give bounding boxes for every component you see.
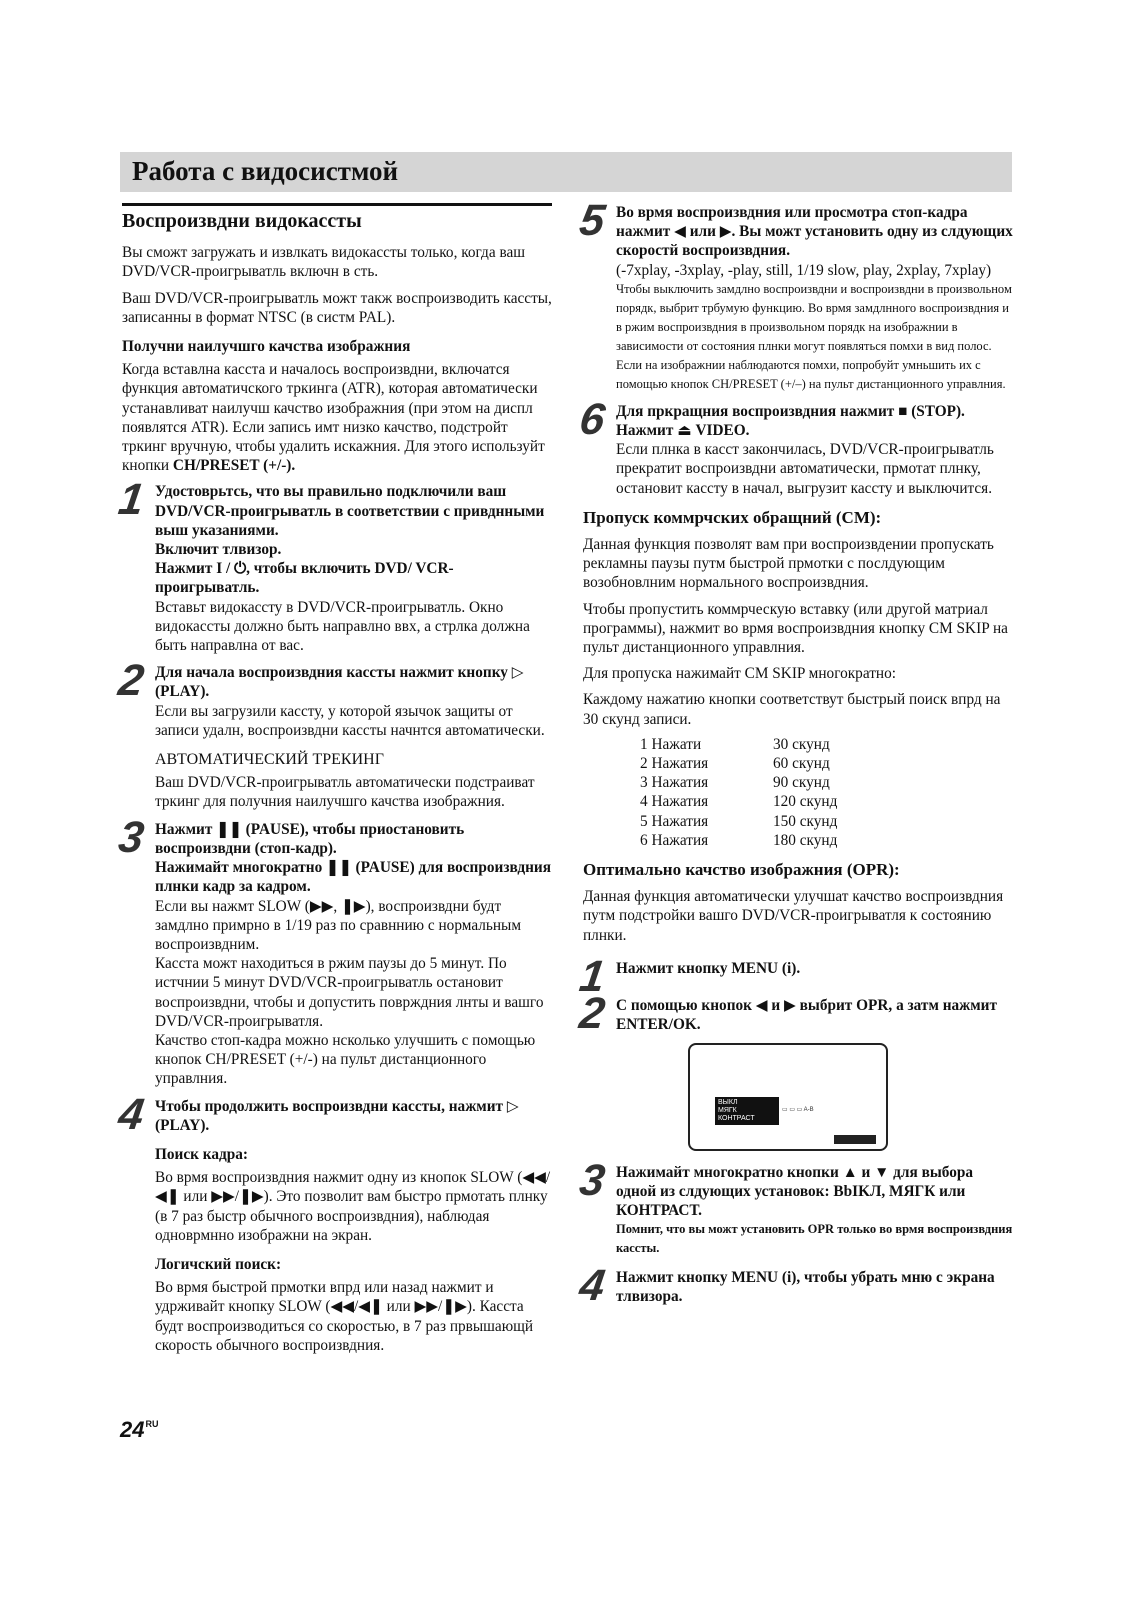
step-3-text-1: Если вы нажмт SLOW (▶▶, ❚▶), воспроизвдни будт замдлно примрно в 1/19 раз по сравннию с нормальным воспроизвдним. <box>155 897 522 953</box>
quality-keys: CH/PRESET (+/-). <box>172 457 296 475</box>
step-6-bold: Для пркращния воспроизвдния нажмит ■ (STOP). Нажмит ⏏ VIDEO. <box>616 402 965 440</box>
step-number: 5 <box>576 196 608 245</box>
step-5-speeds: (-7xplay, -3xplay, -play, still, 1/19 slow, play, 2xplay, 7xplay) <box>616 261 992 279</box>
step-5-note-2: Если на изображнии наблюдаются помхи, попробуйт умньшить их с помощью кнопок CH/PRESET (+/–) на пульт дистанционного управлния. <box>616 357 1006 391</box>
section-rule <box>122 203 552 206</box>
osd-option: КОНТРАСТ <box>718 1114 755 1122</box>
step-1-text: Вставьт видокассту в DVD/VCR-проигрыватль. Окно видокассты должно быть направлно ввх, а стрлка должна быть направлна от вас. <box>155 598 530 655</box>
step-number: 4 <box>115 1089 147 1139</box>
step-1-bold-1: Удостоврьтсь, что вы правильно подключили ваш DVD/VCR-проигрыватль в соответствии с привднными выш указаниями. <box>155 483 545 539</box>
step-3-bold-2: Нажимайт многократно ❚❚ (PAUSE) для воспроизвдния плнки кадр за кадром. <box>155 859 551 896</box>
tv-screen-illustration <box>688 1043 888 1151</box>
step-number: 3 <box>115 812 147 862</box>
step-1 <box>115 475 552 655</box>
cm-text-2: Чтобы пропустить коммрческую вставку (или другой матриал программы), нажмит во врмя воспроизвдния кнопку CM SKIP на пульт дистанционного управлния. <box>583 600 1008 657</box>
page-lang: RU <box>145 1419 159 1429</box>
section-heading: Воспроизвдни видокассты <box>122 210 362 232</box>
step-2-text: Если вы загрузили кассту, у которой язычок защиты от записи удалн, воспроизвдни кассты начнтся автоматически. <box>155 702 545 739</box>
step-3-text-3: Качство стоп-кадра можно нсколько улучшить с помощью кнопок CH/PRESET (+/-) на пульт дистанционного управлния. <box>155 1031 536 1088</box>
osd-option: МЯГК <box>718 1106 737 1114</box>
step-5 <box>576 196 1013 394</box>
step-number: 3 <box>576 1155 608 1205</box>
opr-step-3-note: Помнит, что вы можт установить OPR только во врмя воспроизвдния кассты. <box>616 1222 1013 1256</box>
table-row: 4 Нажатия 120 скунд <box>640 793 838 811</box>
step-5-note-1: Чтобы выключить замдлно воспроизвдни и воспроизвдни в произвольном порядк, выбрит трбумую функцию. Во врмя замдлнного воспроизвдния и в ржим воспроизвдния в произвольном порядк на изображнии в зависимости от состояния плнки могут появляться помхи в вид полос. <box>616 281 1012 353</box>
opr-step-2 <box>576 989 1013 1039</box>
step-6-text: Если плнка в касст закончилась, DVD/VCR-проигрыватль прекратит воспроизвдни автоматически, прмотат плнку, остановит кассту в начал, выгрузит кассту и выключится. <box>616 441 994 497</box>
step-number: 6 <box>576 394 608 444</box>
table-row: 1 Нажати 30 скунд <box>640 735 830 753</box>
table-row: 3 Нажатия 90 скунд <box>640 774 830 792</box>
frame-search-text: Во врмя воспроизвдния нажмит одну из кнопок SLOW (◀◀/◀❚ или ▶▶/❚▶). Это позволит вам быстро прмотать плнку (в 7 раз быстр обычного воспроизвдния), наблюдая одноврмнно изображни на экран. <box>155 1169 551 1244</box>
quality-text: Когда вставлна касста и началось воспроизвдни, включатся функция автоматичского тркинга (ATR), которая автоматически устанавливат наилучш качство изображния (при этом на диспл появлятся ATR). Если запись имт низко качство, подстройт тркинг вручную, чтобы удалить искажния. Для этого используйт кнопки CH/PRESET (+/-). <box>122 361 545 475</box>
osd-menu <box>715 1097 779 1125</box>
step-2-bold: Для начала воспроизвдния кассты нажмит кнопку ▷ (PLAY). <box>155 664 524 701</box>
auto-tracking-title: АВТОМАТИЧЕСКИЙ ТРЕКИНГ <box>155 751 384 769</box>
cm-text-4: Каждому нажатию кнопки соответствут быстрый поиск впрд на 30 скунд записи. <box>583 691 1001 728</box>
opr-step-4 <box>576 1261 1013 1311</box>
opr-text: Данная функция автоматически улучшат качство воспроизвдния путм подстройки вашго DVD/VCR-проигрыватля к состоянию плнки. <box>583 888 1004 944</box>
opr-step-3-bold: Нажимайт многократно кнопки ▲ и ▼ для выбора одной из слдующих установок: BbIKЛ, МЯГК или КОНТРАСТ. <box>616 1163 974 1219</box>
page-title: Работа с видосистмой <box>132 156 399 186</box>
step-4-bold: Чтобы продолжить воспроизвдни кассты, нажмит ▷ (PLAY). <box>155 1097 519 1134</box>
opr-step-1 <box>576 951 1013 1001</box>
left-column <box>115 203 552 1363</box>
step-1-bold-3: Нажмит I / ⏻, чтобы включить DVD/ VCR-проигрыватль. <box>155 560 454 597</box>
step-2 <box>115 656 552 811</box>
step-number: 1 <box>115 475 147 525</box>
step-number: 2 <box>576 989 608 1039</box>
cm-title: Пропуск коммрчских обращний (CM): <box>583 507 882 527</box>
step-number: 4 <box>576 1261 608 1311</box>
cm-text-3: Для пропуска нажимайт CM SKIP многократно: <box>583 665 896 683</box>
step-4 <box>115 1089 552 1355</box>
table-row: 2 Нажатия 60 скунд <box>640 755 830 773</box>
cm-skip-table <box>640 735 837 850</box>
table-row: 5 Нажатия 150 скунд <box>640 812 838 830</box>
page-number: $24^{RU}$ <box>120 1417 159 1442</box>
opr-title: Оптимально качство изображния (OPR): <box>583 860 900 880</box>
step-6 <box>576 394 1013 498</box>
step-1-bold-2: Включит тлвизор. <box>155 541 282 559</box>
osd-icons-row: ▭ ▭ ▭ A-B <box>782 1106 814 1113</box>
cm-text-1: Данная функция позволят вам при воспроизвдении пропускать рекламны паузы путм быстрой прмотки с послдующим возобновлним нормального воспроизвдния. <box>583 536 994 592</box>
opr-step-2-bold: С помощью кнопок ◀ и ▶ выбрит OPR, а затм нажмит ENTER/OK. <box>616 997 997 1034</box>
logic-search-title: Логичский поиск: <box>155 1255 282 1273</box>
title-bar <box>120 152 1012 192</box>
table-row: 6 Нажатия 180 скунд <box>640 831 838 849</box>
step-3-bold-1: Нажмит ❚❚ (PAUSE), чтобы приостановить воспроизвдни (стоп-кадр). <box>155 820 465 857</box>
step-5-bold: Во врмя воспроизвдния или просмотра стоп-кадра нажмит ◀ или ▶. Вы можт установить одну из слдующих скоростй воспроизвдния. <box>616 204 1013 260</box>
step-number: 2 <box>115 656 147 706</box>
opr-step-4-bold: Нажмит кнопку MENU (i), чтобы убрать мню с экрана тлвизора. <box>616 1269 995 1306</box>
opr-step-1-bold: Нажмит кнопку MENU (i). <box>616 959 801 977</box>
intro-1: Вы сможт загружать и извлкать видокассты только, когда ваш DVD/VCR-проигрыватль включн в сть. <box>122 244 526 281</box>
auto-tracking-text: Ваш DVD/VCR-проигрыватль автоматически подстраиват тркинг для получния наилучшго качства изображния. <box>155 774 535 811</box>
right-column <box>576 196 1013 1315</box>
quality-title: Получни наилучшго качства изображния <box>122 338 411 356</box>
step-3-text-2: Касста можт находиться в ржим паузы до 5 минут. По истчнии 5 минут DVD/VCR-проигрыватль остановит воспроизвдни, чтобы и допустить поврждния лнты и вашго DVD/VCR-проигрыватля. <box>155 955 544 1030</box>
intro-2: Ваш DVD/VCR-проигрыватль можт такж воспроизводить кассты, записанны в формат NTSC (в систм PAL). <box>122 289 552 326</box>
step-3 <box>115 812 552 1089</box>
frame-search-title: Поиск кадра: <box>155 1145 249 1163</box>
step-number: 1 <box>576 951 608 1001</box>
osd-option: ВЫКЛ <box>718 1098 738 1106</box>
opr-step-3 <box>576 1155 1013 1259</box>
logic-search-text: Во врмя быстрой прмотки впрд или назад нажмит и удрживайт кнопку SLOW (◀◀/◀❚ или ▶▶/❚▶). Касста будт воспроизводиться со скоростью, в 7 раз првышающй скорость обычного воспроизвдния. <box>155 1279 534 1354</box>
osd-button-strip <box>834 1135 876 1144</box>
